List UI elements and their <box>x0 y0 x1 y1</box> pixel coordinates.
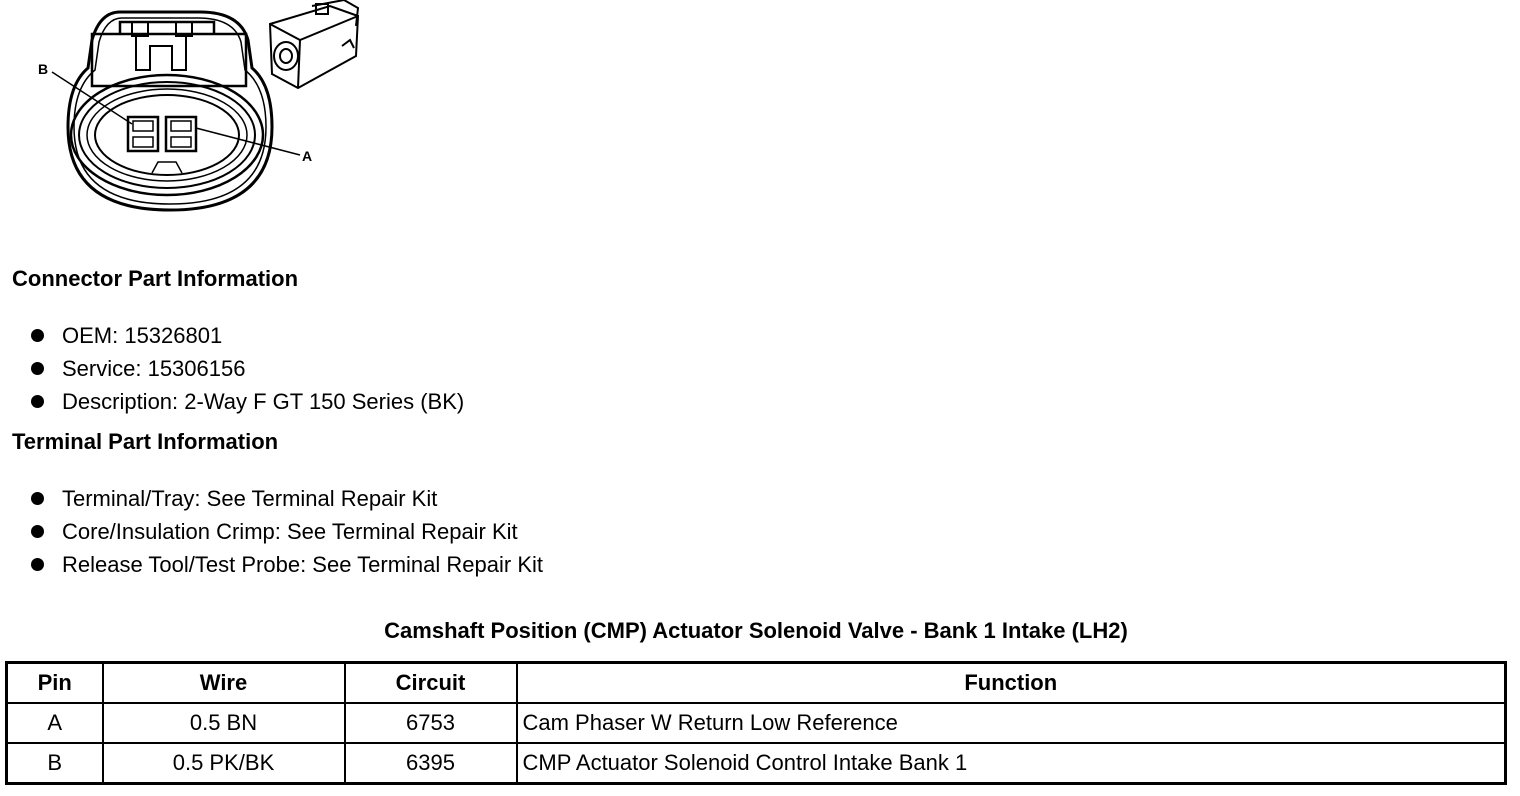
pin-table <box>5 661 1507 785</box>
bullet-icon <box>31 395 44 408</box>
column-header-function: Function <box>517 663 1506 704</box>
function-cell: Cam Phaser W Return Low Reference <box>517 703 1506 743</box>
list-item: Terminal/Tray: See Terminal Repair Kit <box>28 482 543 515</box>
table-header-row <box>7 663 1506 704</box>
connector-info-list <box>28 319 464 418</box>
column-header-wire: Wire <box>103 663 345 704</box>
terminal-info-list <box>28 482 543 581</box>
list-item: Description: 2-Way F GT 150 Series (BK) <box>28 385 464 418</box>
table-row <box>7 703 1506 743</box>
table-row <box>7 743 1506 784</box>
column-header-pin: Pin <box>7 663 103 704</box>
connector-diagram <box>0 0 380 215</box>
callout-a: A <box>302 148 313 164</box>
circuit-cell: 6753 <box>345 703 517 743</box>
list-item: OEM: 15326801 <box>28 319 464 352</box>
pin-cell: A <box>7 703 103 743</box>
pin-cell: B <box>7 743 103 784</box>
bullet-icon <box>31 525 44 538</box>
bullet-icon <box>31 329 44 342</box>
terminal-info-heading: Terminal Part Information <box>12 429 279 454</box>
connector-info-heading: Connector Part Information <box>12 266 299 291</box>
connector-isometric-view <box>270 0 358 88</box>
list-item: Release Tool/Test Probe: See Terminal Repair Kit <box>28 548 543 581</box>
circuit-cell: 6395 <box>345 743 517 784</box>
callout-b: B <box>38 61 49 77</box>
bullet-icon <box>31 558 44 571</box>
list-item: Core/Insulation Crimp: See Terminal Repair Kit <box>28 515 543 548</box>
wire-cell: 0.5 PK/BK <box>103 743 345 784</box>
function-cell: CMP Actuator Solenoid Control Intake Bank 1 <box>517 743 1506 784</box>
connector-face-view <box>52 12 300 210</box>
bullet-icon <box>31 362 44 375</box>
wire-cell: 0.5 BN <box>103 703 345 743</box>
column-header-circuit: Circuit <box>345 663 517 704</box>
pin-table-title: Camshaft Position (CMP) Actuator Solenoid Valve - Bank 1 Intake (LH2) <box>384 618 1128 643</box>
list-item: Service: 15306156 <box>28 352 464 385</box>
bullet-icon <box>31 492 44 505</box>
